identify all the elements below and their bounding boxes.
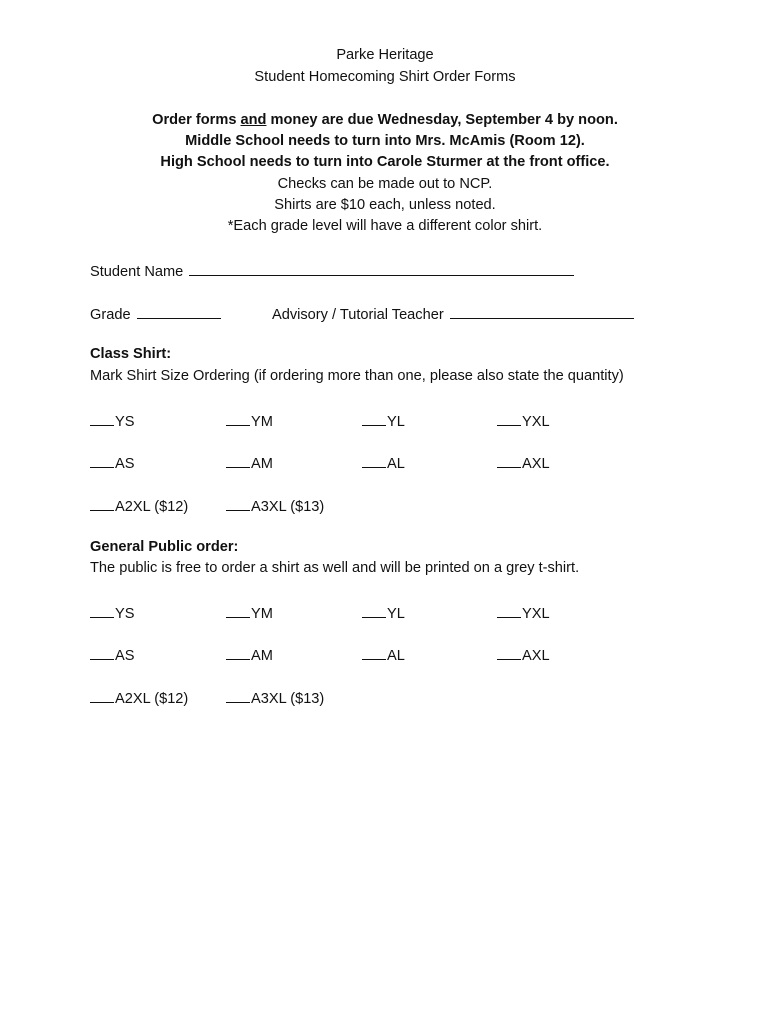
- public-qty-yxl[interactable]: [497, 603, 521, 618]
- public-size-yxl: [497, 603, 550, 622]
- due-notice-pre: Order forms: [152, 112, 241, 128]
- class-size-am-label: AM: [251, 456, 273, 472]
- school-name: Parke Heritage: [336, 47, 434, 63]
- public-qty-am[interactable]: [226, 645, 250, 660]
- class-size-ys: [90, 411, 134, 430]
- public-qty-a2xl[interactable]: [90, 688, 114, 703]
- class-size-as: [90, 453, 134, 472]
- public-qty-ym[interactable]: [226, 603, 250, 618]
- class-shirt-instruction: Mark Shirt Size Ordering (if ordering more than one, please also state the quantity): [90, 368, 624, 384]
- form-title: Student Homecoming Shirt Order Forms: [254, 69, 516, 85]
- public-size-al-label: AL: [387, 648, 405, 664]
- public-order-heading: General Public order:: [90, 539, 239, 555]
- public-size-a2xl-label: A2XL ($12): [115, 691, 189, 707]
- class-qty-yl[interactable]: [362, 411, 386, 426]
- grade-label: Grade: [90, 307, 131, 323]
- due-date-notice: [0, 112, 770, 128]
- class-size-yl: [362, 411, 405, 430]
- public-size-am: [226, 645, 273, 664]
- class-qty-yxl[interactable]: [497, 411, 521, 426]
- class-qty-as[interactable]: [90, 453, 114, 468]
- student-name-label: Student Name: [90, 264, 184, 280]
- class-size-as-label: AS: [115, 456, 135, 472]
- color-notice: *Each grade level will have a different color shirt.: [227, 218, 543, 234]
- middle-school-notice: Middle School needs to turn into Mrs. McAmis (Room 12).: [185, 133, 585, 149]
- public-size-yl-label: YL: [387, 606, 405, 622]
- due-notice-underlined: and: [240, 112, 267, 128]
- class-qty-al[interactable]: [362, 453, 386, 468]
- teacher-field[interactable]: [450, 304, 634, 319]
- class-qty-am[interactable]: [226, 453, 250, 468]
- public-size-yxl-label: YXL: [522, 606, 550, 622]
- public-size-am-label: AM: [251, 648, 273, 664]
- student-name-field[interactable]: [189, 261, 574, 276]
- class-size-ym-label: YM: [251, 414, 273, 430]
- public-size-ys: [90, 603, 134, 622]
- public-qty-ys[interactable]: [90, 603, 114, 618]
- checks-notice: Checks can be made out to NCP.: [277, 176, 493, 192]
- class-size-yxl-label: YXL: [522, 414, 550, 430]
- public-order-instruction: The public is free to order a shirt as well and will be printed on a grey t-shirt.: [90, 560, 580, 576]
- teacher-label: Advisory / Tutorial Teacher: [272, 307, 444, 323]
- class-qty-a2xl[interactable]: [90, 496, 114, 511]
- class-size-am: [226, 453, 273, 472]
- public-qty-axl[interactable]: [497, 645, 521, 660]
- due-notice-post: money are due Wednesday, September 4 by noon.: [266, 112, 618, 128]
- class-size-ys-label: YS: [115, 414, 135, 430]
- class-size-a3xl-label: A3XL ($13): [251, 499, 325, 515]
- price-notice: Shirts are $10 each, unless noted.: [274, 197, 496, 213]
- public-size-yl: [362, 603, 405, 622]
- class-qty-ym[interactable]: [226, 411, 250, 426]
- class-size-a2xl-label: A2XL ($12): [115, 499, 189, 515]
- class-size-axl: [497, 453, 550, 472]
- public-size-ym: [226, 603, 273, 622]
- grade-row: [90, 304, 221, 323]
- public-size-axl: [497, 645, 550, 664]
- public-size-as-label: AS: [115, 648, 135, 664]
- class-size-al-label: AL: [387, 456, 405, 472]
- public-qty-al[interactable]: [362, 645, 386, 660]
- student-name-row: [90, 261, 574, 280]
- class-qty-a3xl[interactable]: [226, 496, 250, 511]
- public-size-as: [90, 645, 134, 664]
- public-qty-yl[interactable]: [362, 603, 386, 618]
- public-size-a3xl: [226, 688, 324, 707]
- class-size-yl-label: YL: [387, 414, 405, 430]
- high-school-notice: High School needs to turn into Carole Sturmer at the front office.: [160, 154, 610, 170]
- class-size-a2xl: [90, 496, 188, 515]
- class-size-ym: [226, 411, 273, 430]
- public-qty-as[interactable]: [90, 645, 114, 660]
- public-size-ys-label: YS: [115, 606, 135, 622]
- public-size-a2xl: [90, 688, 188, 707]
- public-size-a3xl-label: A3XL ($13): [251, 691, 325, 707]
- grade-field[interactable]: [137, 304, 221, 319]
- class-shirt-heading: Class Shirt:: [90, 346, 172, 362]
- public-size-axl-label: AXL: [522, 648, 550, 664]
- class-size-yxl: [497, 411, 550, 430]
- class-size-axl-label: AXL: [522, 456, 550, 472]
- teacher-row: [272, 304, 634, 323]
- class-qty-ys[interactable]: [90, 411, 114, 426]
- public-size-ym-label: YM: [251, 606, 273, 622]
- class-qty-axl[interactable]: [497, 453, 521, 468]
- class-size-a3xl: [226, 496, 324, 515]
- class-size-al: [362, 453, 405, 472]
- public-qty-a3xl[interactable]: [226, 688, 250, 703]
- public-size-al: [362, 645, 405, 664]
